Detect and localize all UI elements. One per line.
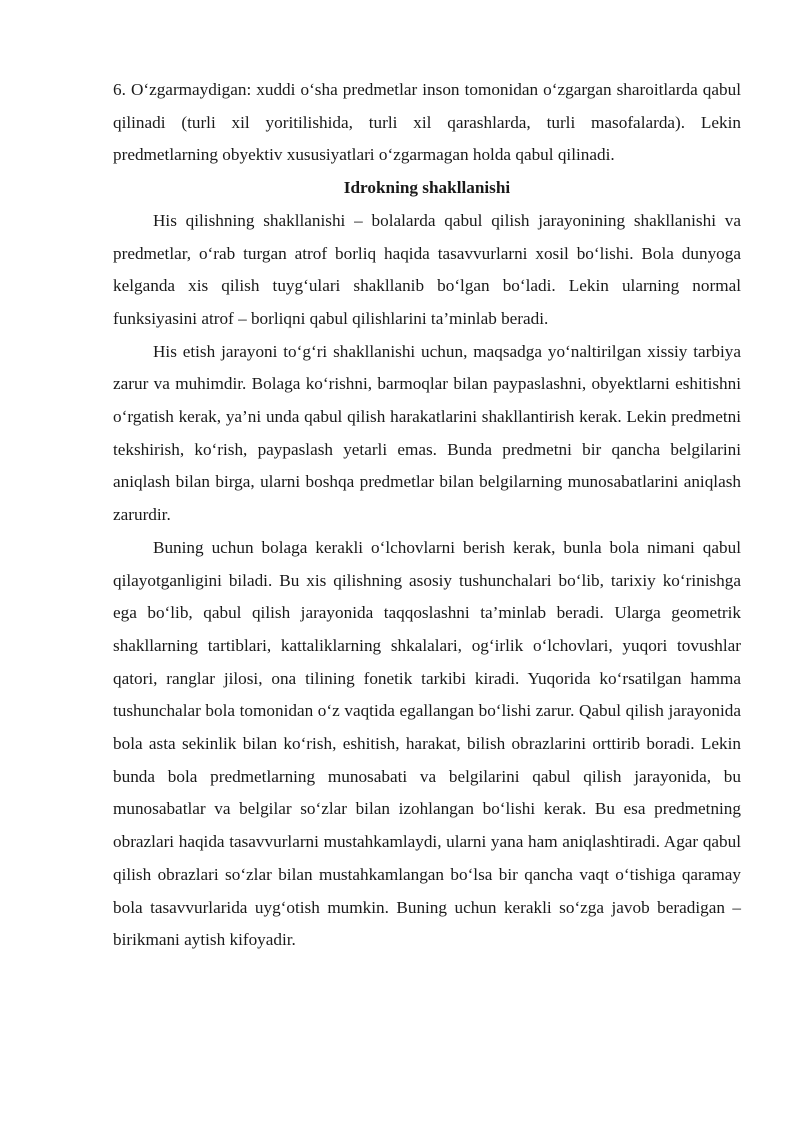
paragraph-1: His qilishning shakllanishi – bolalarda qabul qilish jarayonining shakllanishi va predmetlar, o‘rab turgan atrof borliq haqida tasavvurlarni xosil bo‘lishi. Bola dunyoga kelganda xis qilish tuyg‘ulari shakllanib bo‘lgan bo‘ladi. Lekin ularning normal funksiyasini atrof – borliqni qabul qilishlarini ta’minlab beradi.	[113, 210, 741, 328]
document-page	[113, 74, 741, 957]
paragraph-3: Buning uchun bolaga kerakli o‘lchovlarni berish kerak, bunla bola nimani qabul qilayotganligini biladi. Bu xis qilishning asosiy tushunchalari bo‘lib, tarixiy ko‘rinishga ega bo‘lib, qabul qilish jarayonida taqqoslashni ta’minlab beradi. Ularga geometrik shakllarning tartiblari, kattaliklarning shkalalari, og‘irlik o‘lchovlari, yuqori tovushlar qatori, ranglar jilosi, ona tilining fonetik tarkibi kiradi. Yuqorida ko‘rsatilgan hamma tushunchalar bola tomonidan o‘z vaqtida egallangan bo‘lishi zarur. Qabul qilish jarayonida bola asta sekinlik bilan ko‘rish, eshitish, harakat, bilish obrazlarini orttirib boradi. Lekin bunda bola predmetlarning munosabati va belgilarini qabul qilish jarayonida, bu munosabatlar va belgilar so‘zlar bilan izohlangan bo‘lishi kerak. Bu esa predmetning obrazlari haqida tasavvurlarni mustahkamlaydi, ularni yana ham aniqlashtiradi. Agar qabul qilish obrazlari so‘zlar bilan mustahkamlangan bo‘lsa bir qancha vaqt o‘tishiga qaramay bola tasavvurlarida uyg‘otish mumkin. Buning uchun kerakli so‘zga javob beradigan – birikmani aytish kifoyadir.	[113, 537, 741, 950]
section-heading: Idrokning shakllanishi	[343, 178, 511, 198]
list-item-6: 6. O‘zgarmaydigan: xuddi o‘sha predmetlar inson tomonidan o‘zgargan sharoitlarda qabul qilinadi (turli xil yoritilishida, turli xil qarashlarda, turli masofalarda). Lekin predmetlarning obyektiv xususiyatlari o‘zgarmagan holda qabul qilinadi.	[113, 80, 741, 165]
paragraph-2: His etish jarayoni to‘g‘ri shakllanishi uchun, maqsadga yo‘naltirilgan xissiy tarbiya zarur va muhimdir. Bolaga ko‘rishni, barmoqlar bilan paypaslashni, obyektlarni eshitishni o‘rgatish kerak, ya’ni unda qabul qilish harakatlarini shakllantirish kerak. Lekin predmetni tekshirish, ko‘rish, paypaslash yetarli emas. Bunda predmetni bir qancha belgilarini aniqlash bilan birga, ularni boshqa predmetlar bilan belgilarning munosabatlarini aniqlash zarurdir.	[113, 341, 741, 525]
